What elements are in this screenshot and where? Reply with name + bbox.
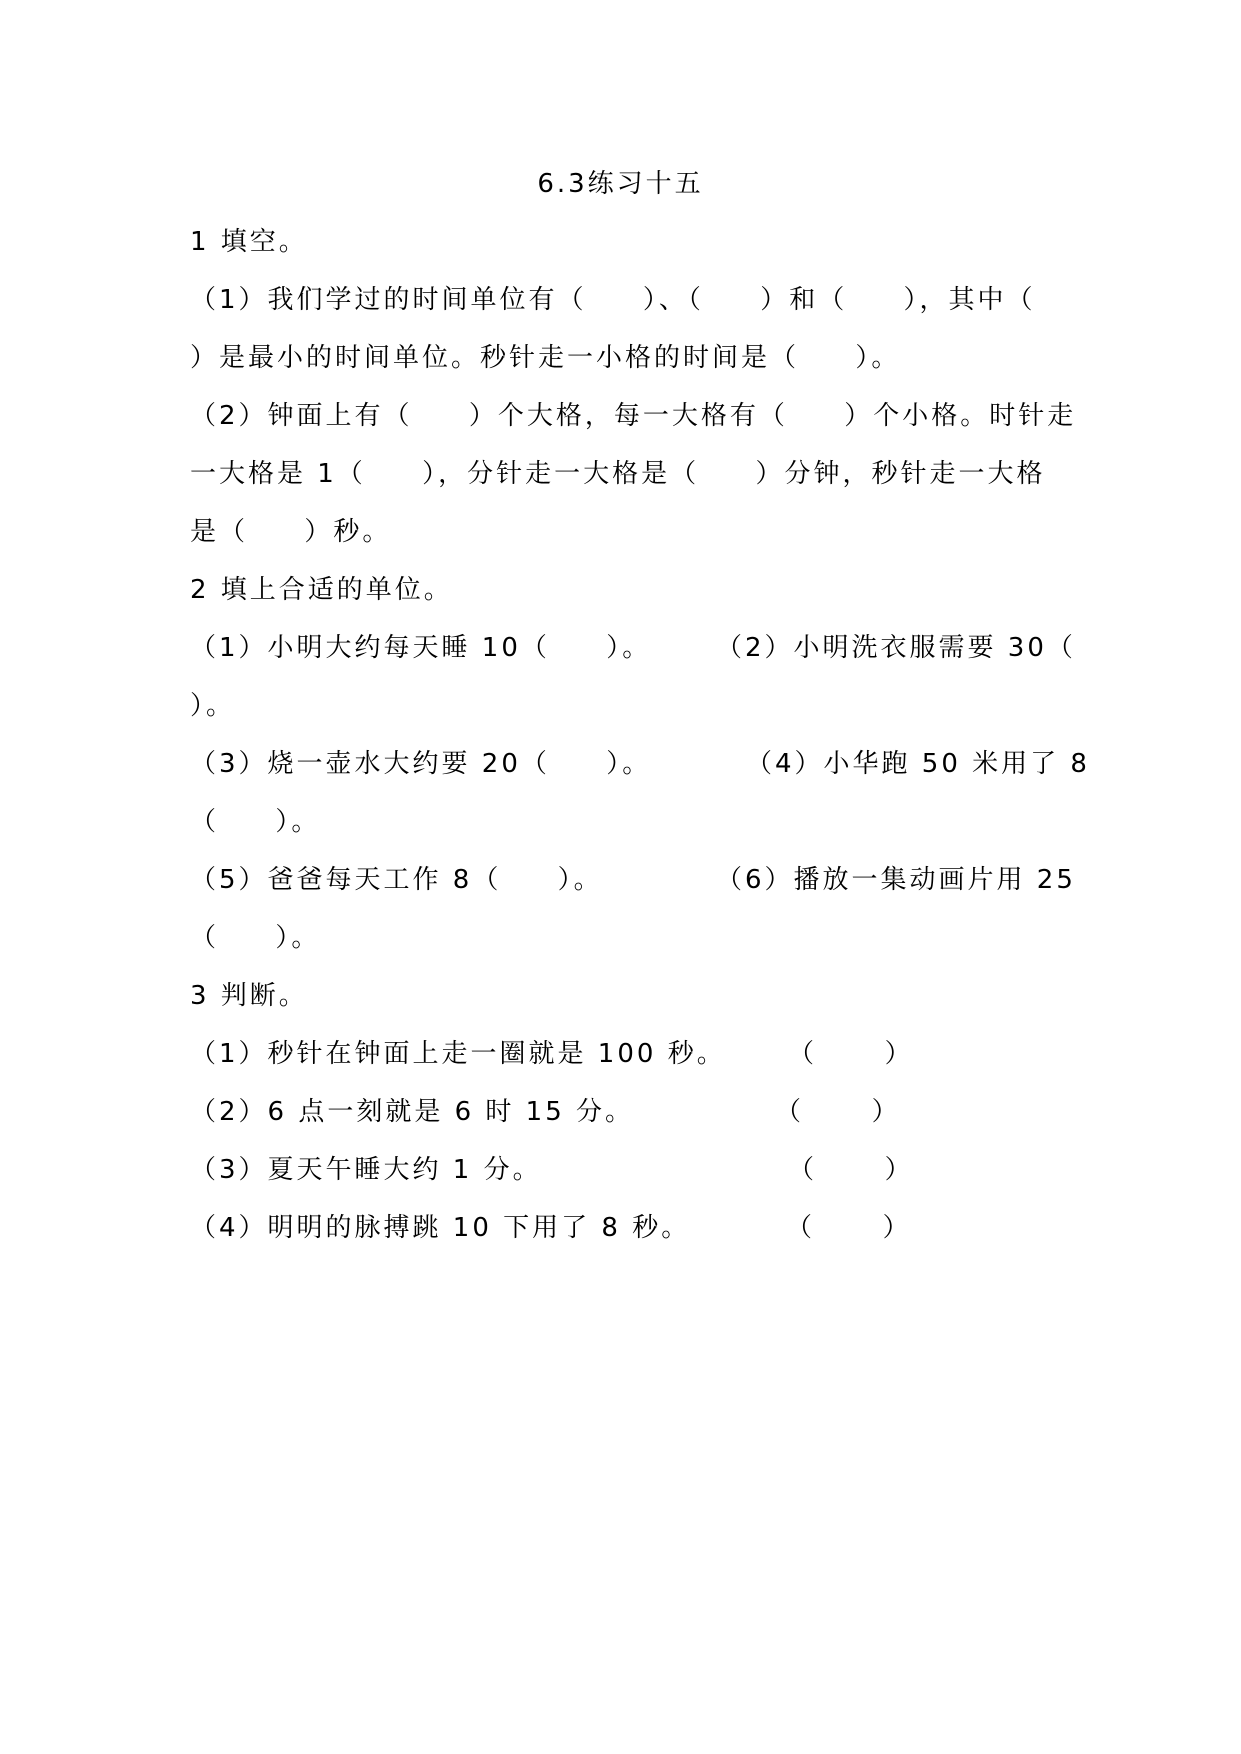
judge-item-text: （2）6 点一刻就是 6 时 15 分。 — [190, 1097, 635, 1127]
section1-line: （1）我们学过的时间单位有（ ）、（ ）和（ ），其中（ — [190, 285, 1036, 315]
section2-item: （2）小明洗衣服需要 30（ — [716, 633, 1076, 663]
section2-item: （5）爸爸每天工作 8（ ）。 — [190, 865, 603, 895]
section2-item: （3）烧一壶水大约要 20（ ）。 — [190, 749, 652, 779]
section1-heading: 1 填空。 — [190, 227, 308, 257]
section2-item-continuation: ）。 — [190, 691, 236, 721]
section2-item-continuation: （ ）。 — [190, 923, 321, 953]
section3-heading: 3 判断。 — [190, 981, 308, 1011]
section2-heading: 2 填上合适的单位。 — [190, 575, 453, 605]
section1-line: ）是最小的时间单位。秒针走一小格的时间是（ ）。 — [190, 343, 901, 373]
judge-item-text: （4）明明的脉搏跳 10 下用了 8 秒。 — [190, 1213, 691, 1243]
section1-line: 是（ ）秒。 — [190, 517, 392, 547]
section2-item: （6）播放一集动画片用 25 — [716, 865, 1076, 895]
judge-answer-box: （ ） — [775, 1097, 901, 1127]
judge-item-text: （3）夏天午睡大约 1 分。 — [190, 1155, 542, 1185]
judge-item-text: （1）秒针在钟面上走一圈就是 100 秒。 — [190, 1039, 726, 1069]
section2-item-continuation: （ ）。 — [190, 807, 321, 837]
judge-answer-box: （ ） — [786, 1213, 912, 1243]
judge-answer-box: （ ） — [788, 1155, 914, 1185]
section1-line: （2）钟面上有（ ）个大格，每一大格有（ ）个小格。时针走 — [190, 401, 1077, 431]
section2-item: （1）小明大约每天睡 10（ ）。 — [190, 633, 652, 663]
judge-answer-box: （ ） — [788, 1039, 914, 1069]
page-title: 6.3练习十五 — [537, 169, 704, 199]
section1-line: 一大格是 1（ ），分针走一大格是（ ）分钟，秒针走一大格 — [190, 459, 1046, 489]
section2-item: （4）小华跑 50 米用了 8 — [746, 749, 1090, 779]
